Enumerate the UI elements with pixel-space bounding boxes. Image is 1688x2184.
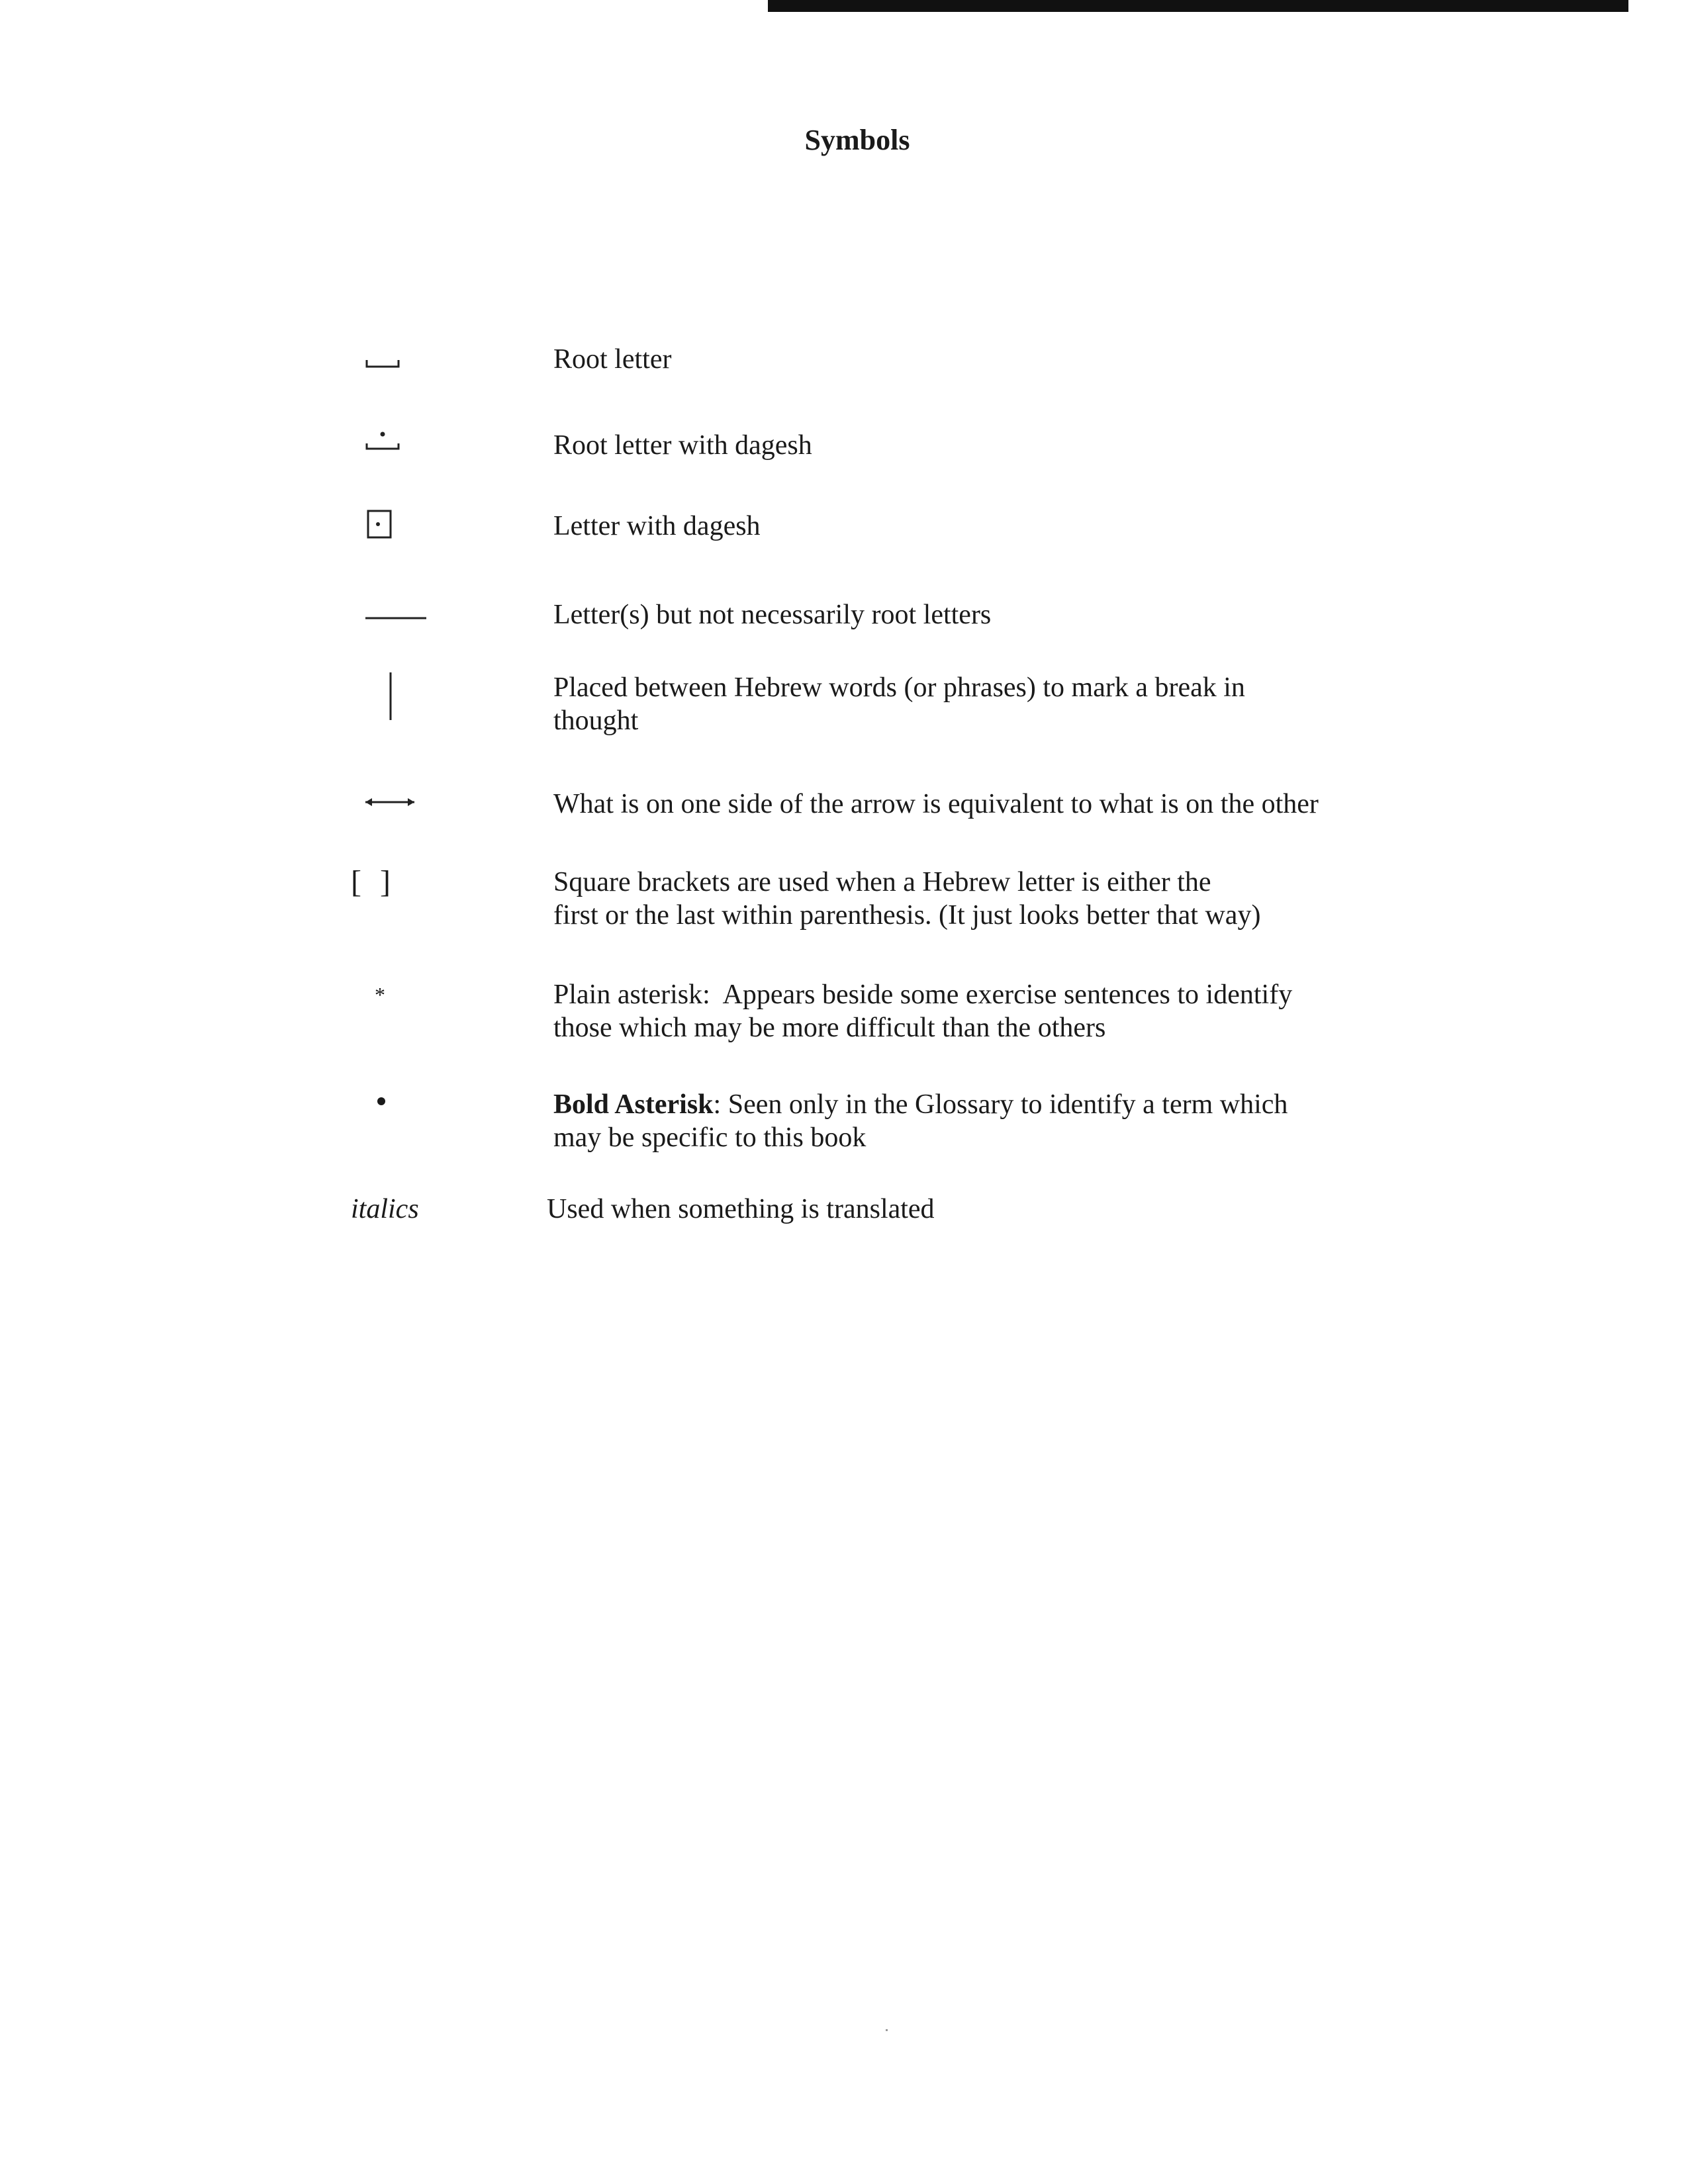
boxed-dagesh-icon (351, 510, 503, 549)
symbol-entry-square-brackets (351, 866, 1529, 932)
bold-asterisk-label: Bold Asterisk (553, 1089, 714, 1120)
plain-asterisk-symbol: * (375, 983, 385, 1007)
double-arrow-icon (351, 788, 503, 827)
symbol-entry-root-letter-dagesh (351, 429, 1529, 462)
symbol-entry-equivalence-arrow (351, 788, 1529, 821)
plain-asterisk-label: Plain asterisk: (553, 979, 710, 1010)
page-top-edge-bar (768, 0, 1628, 12)
symbol-entry-break-bar (351, 671, 1529, 737)
italics-symbol: italics (351, 1194, 419, 1224)
symbol-description: Root letter with dagesh (553, 430, 812, 461)
vertical-bar-icon (351, 671, 503, 724)
scan-speck (886, 2029, 888, 2031)
root-letter-bracket-icon (351, 343, 503, 383)
symbol-description: Plain asterisk: Appears beside some exercise sentences to identify those which may be more difficult than the others (553, 979, 1293, 1043)
page-title: Symbols (804, 124, 910, 156)
symbol-entry-plain-asterisk (351, 978, 1529, 1044)
symbol-description: Letter(s) but not necessarily root letters (553, 600, 992, 630)
symbol-description: Used when something is translated (547, 1194, 935, 1224)
symbol-entry-root-letter (351, 343, 1529, 376)
symbol-entry-letter-dagesh (351, 510, 1529, 543)
symbol-description: Placed between Hebrew words (or phrases) to mark a break in thought (553, 672, 1245, 736)
symbol-entry-letters (351, 598, 1529, 631)
symbol-description: Root letter (553, 344, 672, 375)
symbol-entry-italics (351, 1193, 1529, 1226)
symbol-description: Square brackets are used when a Hebrew letter is either the first or the last within parenthesis. (It just looks better that way) (553, 867, 1261, 931)
horizontal-line-icon (351, 598, 503, 638)
symbol-description: Letter with dagesh (553, 511, 761, 541)
root-letter-dagesh-bracket-icon (351, 429, 503, 469)
symbol-description: Bold Asterisk: Seen only in the Glossary to identify a term which may be specific to this book (553, 1089, 1288, 1153)
bold-asterisk-icon (351, 1088, 503, 1128)
square-brackets-symbol: [ ] (351, 864, 396, 899)
symbol-description: What is on one side of the arrow is equivalent to what is on the other (553, 789, 1319, 819)
symbol-entry-bold-asterisk (351, 1088, 1529, 1154)
